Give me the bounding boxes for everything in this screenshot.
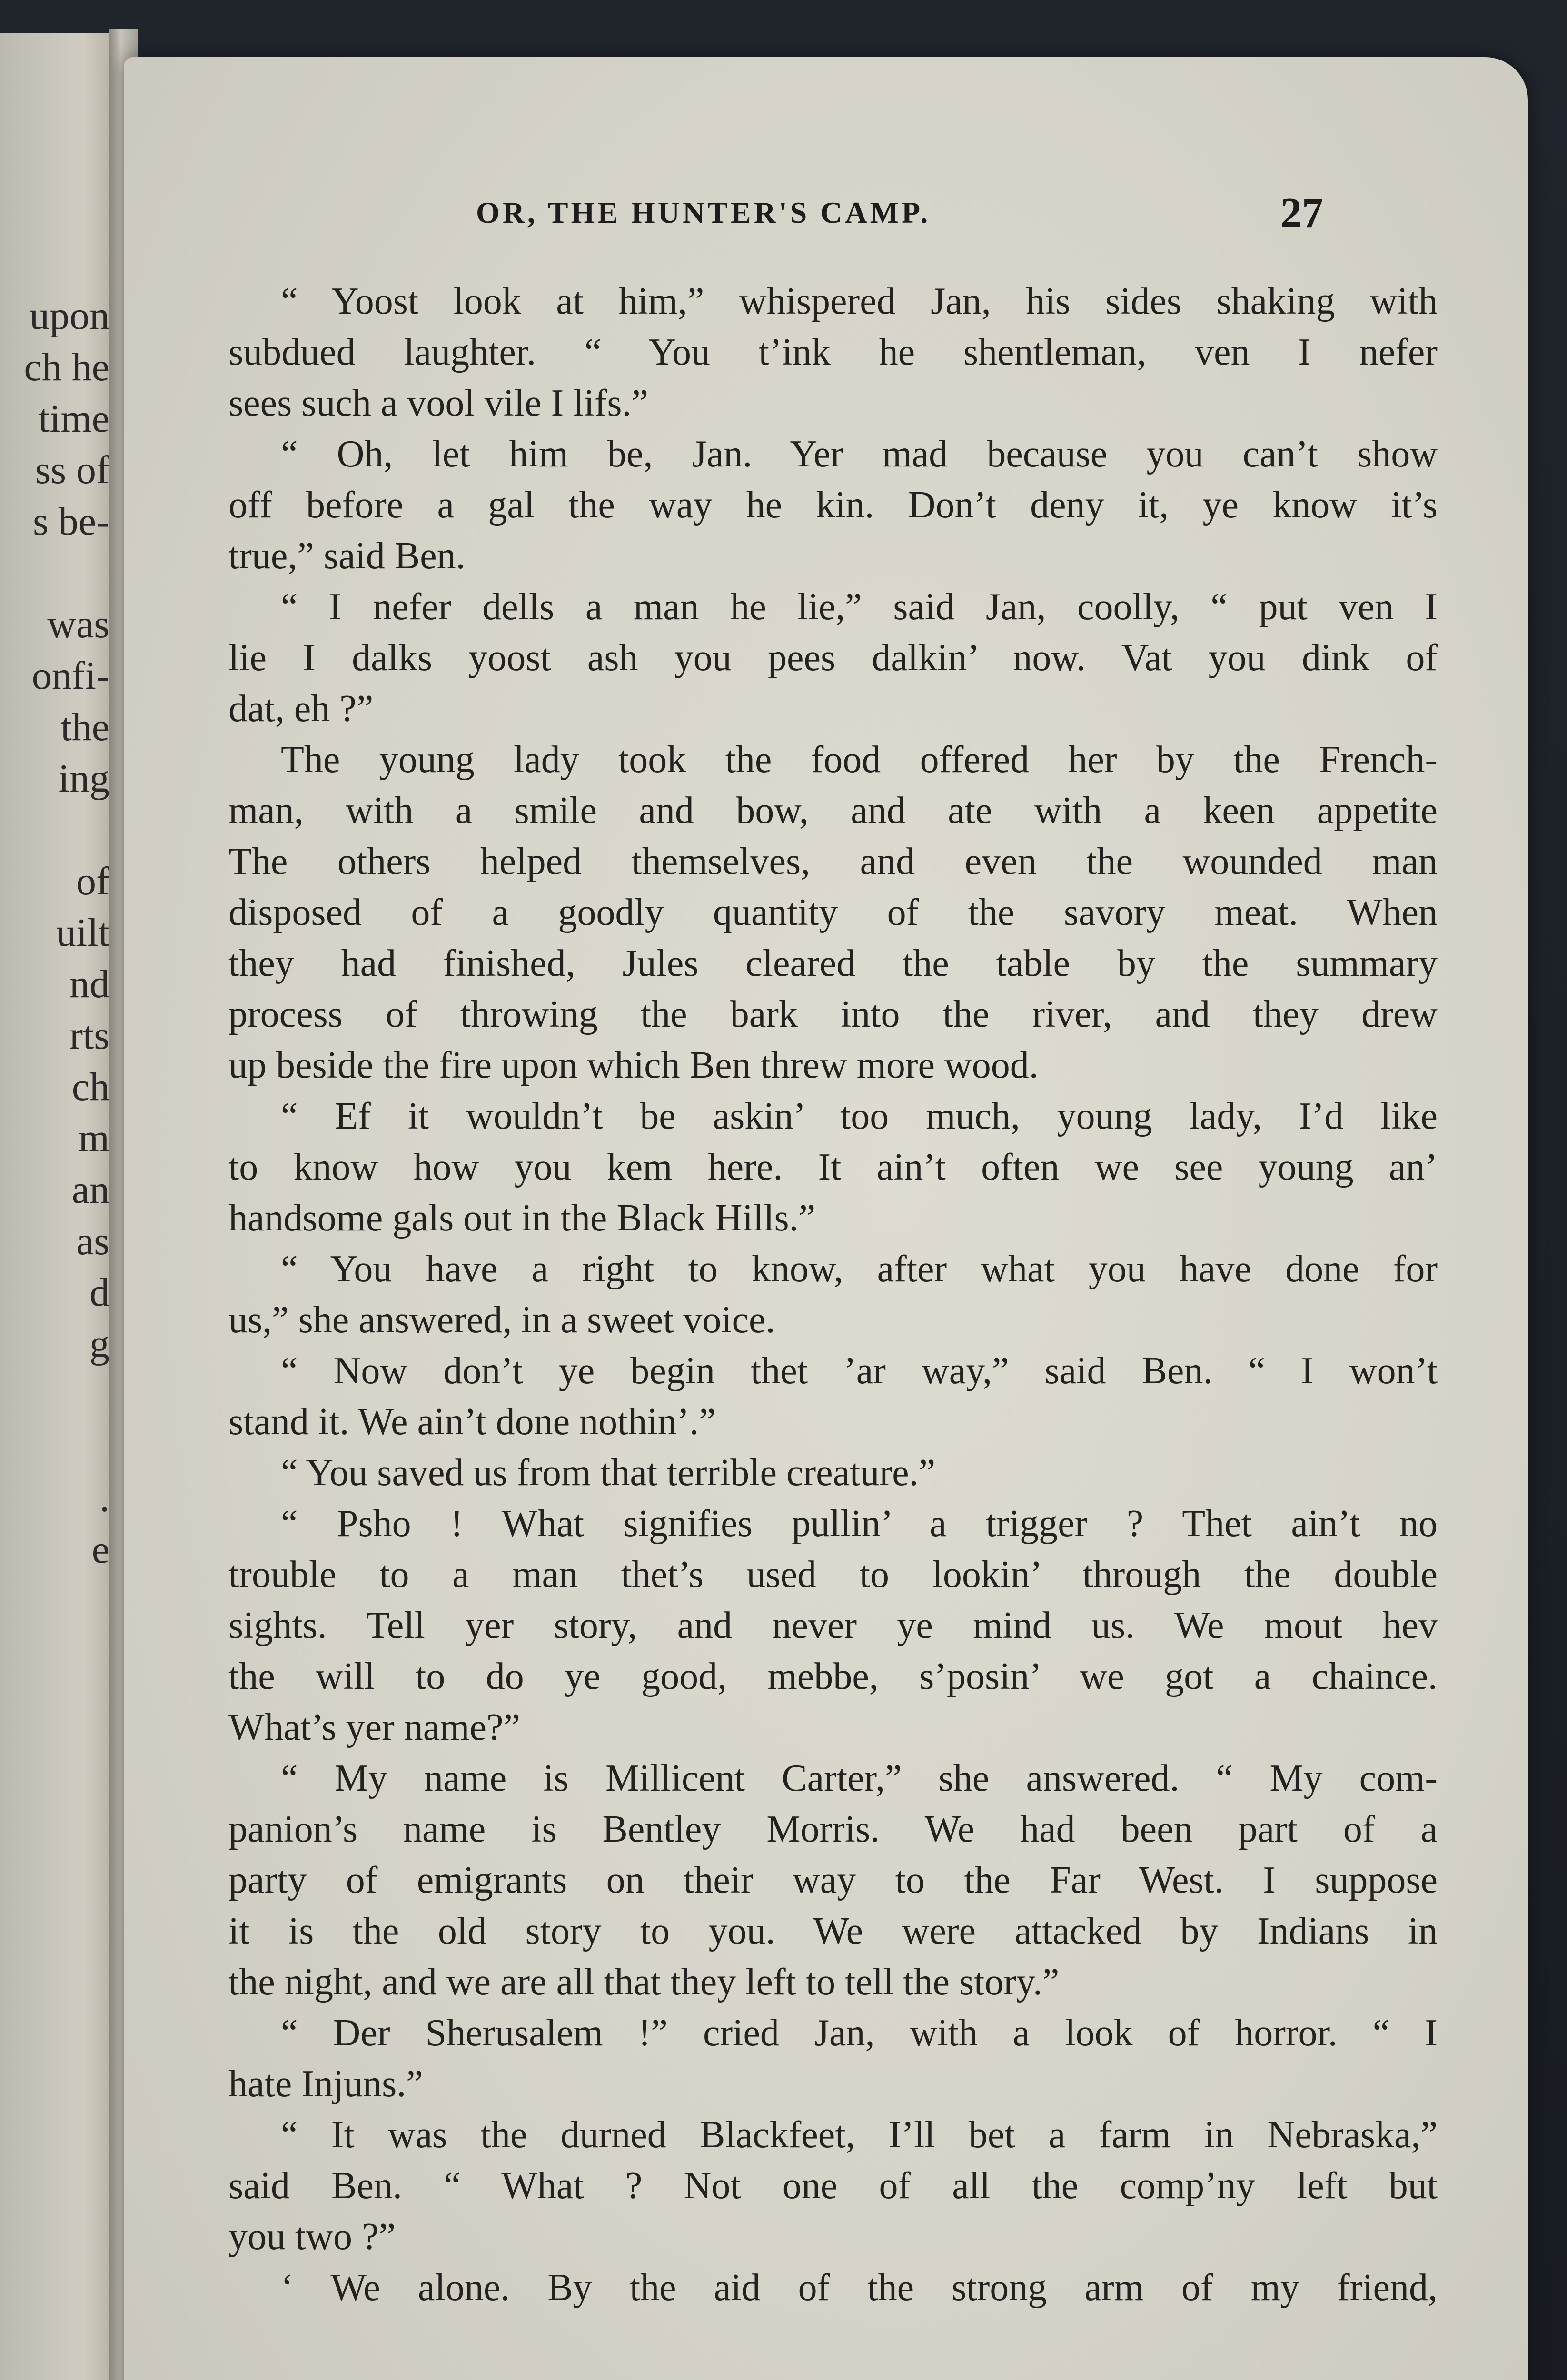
text-line: true,” said Ben. [228, 535, 466, 577]
text-line: “ Oh, let him be, Jan. Yer mad because you can’t show [281, 433, 1438, 475]
facing-page-fragment: g [89, 1322, 109, 1366]
text-line: lie I dalks yoost ash you pees dalkin’ now. Vat you dink of [228, 637, 1438, 679]
text-line: What’s yer name?” [228, 1706, 521, 1748]
text-line: it is the old story to you. We were attacked by Indians in [228, 1910, 1438, 1952]
facing-page-fragment: the [60, 705, 109, 749]
facing-page-fragment: upon [30, 294, 109, 338]
facing-page-fragment: of [76, 859, 109, 903]
text-line: sights. Tell yer story, and never ye mind us. We mout hev [228, 1605, 1438, 1646]
facing-page-fragment: ing [58, 756, 109, 801]
running-head [124, 189, 1528, 248]
facing-page-fragment: ch [71, 1065, 109, 1109]
facing-page-text-fragments [0, 290, 119, 1576]
facing-page-fragment: rts [69, 1013, 109, 1058]
text-line: party of emigrants on their way to the Far West. I suppose [228, 1859, 1438, 1901]
text-line: “ Yoost look at him,” whispered Jan, his sides shaking with [281, 280, 1438, 322]
text-line: “ It was the durned Blackfeet, I’ll bet a farm in Nebraska,” [281, 2114, 1438, 2156]
text-line: “ Der Sherusalem !” cried Jan, with a look of horror. “ I [281, 2012, 1438, 2054]
facing-page-fragment [0, 547, 119, 599]
facing-page-fragment: an [71, 1168, 109, 1212]
facing-page-fragment: was [47, 602, 109, 646]
text-line: trouble to a man thet’s used to lookin’ through the double [228, 1554, 1438, 1596]
facing-page-fragment [0, 804, 119, 856]
text-line: “ Ef it wouldn’t be askin’ too much, young lady, I’d like [281, 1095, 1438, 1137]
facing-page-fragment: ss of [35, 448, 109, 492]
text-line: hate Injuns.” [228, 2063, 423, 2105]
text-line: to know how you kem here. It ain’t often we see young an’ [228, 1146, 1438, 1188]
text-line: panion’s name is Bentley Morris. We had been part of a [228, 1808, 1438, 1850]
facing-page-fragment: onfi- [31, 654, 109, 698]
text-line: the will to do ye good, mebbe, s’posin’ we got a chaince. [228, 1656, 1438, 1697]
text-line: you two ?” [228, 2216, 396, 2258]
text-line: up beside the fire upon which Ben threw more wood. [228, 1044, 1039, 1086]
text-line: said Ben. “ What ? Not one of all the comp’ny left but [228, 2165, 1438, 2207]
facing-page-fragment [0, 1421, 119, 1473]
text-line: “ I nefer dells a man he lie,” said Jan, coolly, “ put ven I [281, 586, 1438, 628]
page-number: 27 [1280, 189, 1323, 237]
text-line: handsome gals out in the Black Hills.” [228, 1197, 816, 1239]
text-line: “ You saved us from that terrible creature.” [281, 1452, 936, 1494]
facing-page-fragment: as [76, 1219, 109, 1263]
facing-page-fragment: s be- [33, 499, 109, 544]
text-line: process of throwing the bark into the river, and they drew [228, 993, 1438, 1035]
text-line: us,” she answered, in a sweet voice. [228, 1299, 775, 1341]
facing-page-fragment: nd [69, 962, 109, 1006]
facing-page-fragment [0, 1370, 119, 1421]
text-line: “ Now don’t ye begin thet ’ar way,” said Ben. “ I won’t [281, 1350, 1438, 1392]
facing-page-fragment: e [91, 1527, 109, 1572]
facing-page-fragment: m [78, 1116, 109, 1160]
text-line: stand it. We ain’t done nothin’.” [228, 1401, 716, 1443]
facing-page-fragment: d [89, 1270, 109, 1315]
text-line: “ You have a right to know, after what you have done for [281, 1248, 1438, 1290]
text-line: off before a gal the way he kin. Don’t deny it, ye know it’s [228, 484, 1438, 526]
facing-page-edge [0, 33, 119, 2380]
facing-page-fragment: uilt [56, 911, 109, 955]
text-line: disposed of a goodly quantity of the savory meat. When [228, 892, 1438, 933]
text-line: the night, and we are all that they left to tell the story.” [228, 1961, 1060, 2003]
facing-page-fragment: . [99, 1476, 109, 1520]
text-line: The others helped themselves, and even the wounded man [228, 841, 1438, 883]
text-line: subdued laughter. “ You t’ink he shentleman, ven I nefer [228, 331, 1438, 373]
text-line: “ My name is Millicent Carter,” she answered. “ My com- [281, 1757, 1438, 1799]
text-line: man, with a smile and bow, and ate with a keen appetite [228, 790, 1438, 832]
text-line: “ Psho ! What signifies pullin’ a trigger ? Thet ain’t no [281, 1503, 1438, 1545]
text-line: ‘ We alone. By the aid of the strong arm of my friend, [281, 2267, 1438, 2309]
text-line: sees such a vool vile I lifs.” [228, 382, 648, 424]
text-line: they had finished, Jules cleared the table by the summary [228, 942, 1438, 984]
page-body-text [228, 276, 1438, 2313]
facing-page-fragment: time [38, 397, 109, 441]
text-line: dat, eh ?” [228, 688, 374, 730]
text-line: The young lady took the food offered her by the French- [281, 739, 1438, 781]
book-page [124, 57, 1528, 2380]
facing-page-fragment: ch he [24, 345, 109, 389]
running-title: OR, THE HUNTER'S CAMP. [476, 196, 931, 229]
